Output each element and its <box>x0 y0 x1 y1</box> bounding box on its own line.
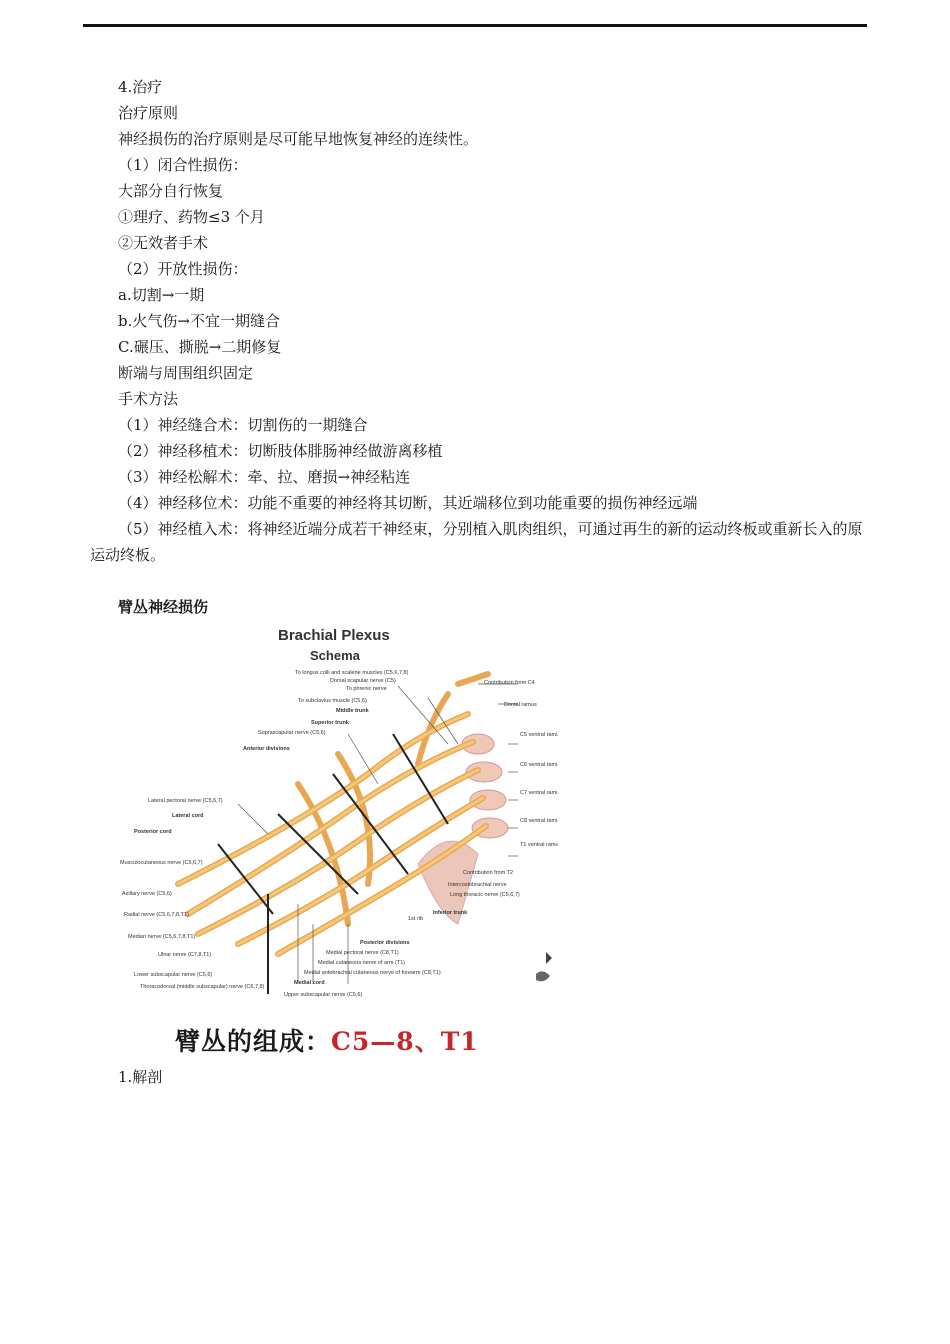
subsection-heading: 1.解剖 <box>118 1068 163 1086</box>
label-radial: Radial nerve (C5,6,7,8,T1) <box>124 912 189 918</box>
label-thoracodorsal: Thoracodorsal (middle subscapular) nerve (C6,7,8) <box>140 984 265 990</box>
text-line: （2）开放性损伤： <box>118 260 248 278</box>
label-c8-ramus: C8 ventral ramus <box>520 818 558 824</box>
header-rule <box>83 24 867 27</box>
text-line: （2）神经移植术：切断肢体腓肠神经做游离移植 <box>118 442 443 460</box>
text-line: 断端与周围组织固定 <box>118 364 254 382</box>
label-contribution-t2: Contribution from T2 <box>463 870 514 876</box>
text-line: ②无效者手术 <box>118 234 209 252</box>
label-c5-ramus: C5 ventral ramus <box>520 732 558 738</box>
text-line: a.切割→一期 <box>118 286 205 304</box>
text-line: （1）神经缝合术：切割伤的一期缝合 <box>118 416 368 434</box>
label-t1-ramus: T1 ventral ramus <box>520 842 558 848</box>
label-inferior-trunk: Inferior trunk <box>433 910 468 916</box>
text-line: （3）神经松解术：牵、拉、磨损→神经粘连 <box>118 468 411 486</box>
document-body <box>90 74 870 568</box>
label-musculocutaneous: Musculocutaneous nerve (C5,6,7) <box>120 860 203 866</box>
text-line: （1）闭合性损伤： <box>118 156 248 174</box>
label-longus-colli: To longus colli and scalene muscles (C5,6,7,8) <box>295 670 409 676</box>
text-line: 治疗原则 <box>118 104 179 122</box>
label-c7-ramus: C7 ventral ramus <box>520 790 558 796</box>
label-superior-trunk: Superior trunk <box>311 720 349 726</box>
caption-value: C5—8、T1 <box>331 1027 479 1056</box>
brachial-plexus-diagram <box>118 624 558 1004</box>
label-axillary: Axillary nerve (C5,6) <box>122 891 172 897</box>
label-median: Median nerve (C5,6,7,8,T1) <box>128 934 196 940</box>
label-c6-ramus: C6 ventral ramus <box>520 762 558 768</box>
text-line: （4）神经移位术：功能不重要的神经将其切断，其近端移位到功能重要的损伤神经远端 <box>118 494 698 512</box>
text-line: b.火气伤→不宜一期缝合 <box>118 312 280 330</box>
label-1st-rib: 1st rib <box>408 916 423 922</box>
label-subclavius: To subclavius muscle (C5,6) <box>298 698 367 704</box>
caption-label: 臂丛的组成： <box>175 1027 332 1056</box>
label-dorsal-scapular: Dorsal scapular nerve (C5) <box>330 678 396 684</box>
text-line: ①理疗、药物≤3 个月 <box>118 208 265 226</box>
label-dorsal-ramus: Dorsal ramus <box>504 702 537 708</box>
label-posterior-cord: Posterior cord <box>134 829 172 835</box>
text-line: C.碾压、撕脱→二期修复 <box>118 338 282 356</box>
figure-caption <box>175 1022 479 1058</box>
text-line: 手术方法 <box>118 390 179 408</box>
text-line: 大部分自行恢复 <box>118 182 224 200</box>
label-intercostobrachial: Intercostobrachial nerve <box>448 882 507 888</box>
label-lower-subscapular: Lower subscapular nerve (C5,6) <box>134 972 213 978</box>
text-line: 4.治疗 <box>118 78 163 96</box>
label-suprascapular: Suprascapular nerve (C5,6) <box>258 730 326 736</box>
label-long-thoracic: Long thoracic nerve (C5,6,7) <box>450 892 520 898</box>
text-line: 神经损伤的治疗原则是尽可能早地恢复神经的连续性。 <box>118 130 479 148</box>
section-title: 臂丛神经损伤 <box>118 598 209 616</box>
label-anterior-divisions: Anterior divisions <box>243 746 290 752</box>
label-contribution-c4: Contribution from C4 <box>484 680 535 686</box>
label-medial-cutaneous-arm: Medial cutaneous nerve of arm (T1) <box>318 960 406 966</box>
label-medial-pectoral: Medial pectoral nerve (C8,T1) <box>326 950 399 956</box>
label-lateral-cord: Lateral cord <box>172 813 204 819</box>
publisher-mark <box>536 952 552 981</box>
label-ulnar: Ulnar nerve (C7,8,T1) <box>158 952 212 958</box>
label-medial-cord: Medial cord <box>294 980 325 986</box>
label-lateral-pectoral: Lateral pectoral nerve (C5,6,7) <box>148 798 223 804</box>
figure-title: Brachial Plexus <box>278 627 390 644</box>
label-middle-trunk: Middle trunk <box>336 708 369 714</box>
text-line: （5）神经植入术：将神经近端分成若干神经束，分别植入肌肉组织，可通过再生的新的运动终板或重新长入的原运动终板。 <box>90 520 863 564</box>
figure-subtitle: Schema <box>310 648 360 663</box>
label-upper-subscapular: Upper subscapular nerve (C5,6) <box>284 992 363 998</box>
label-posterior-divisions: Posterior divisions <box>360 940 410 946</box>
label-phrenic: To phrenic nerve <box>346 686 387 692</box>
label-medial-antebrachial: Medial antebrachial cutaneous nerve of forearm (C8,T1) <box>304 970 441 976</box>
brachial-plexus-figure <box>118 624 558 1004</box>
